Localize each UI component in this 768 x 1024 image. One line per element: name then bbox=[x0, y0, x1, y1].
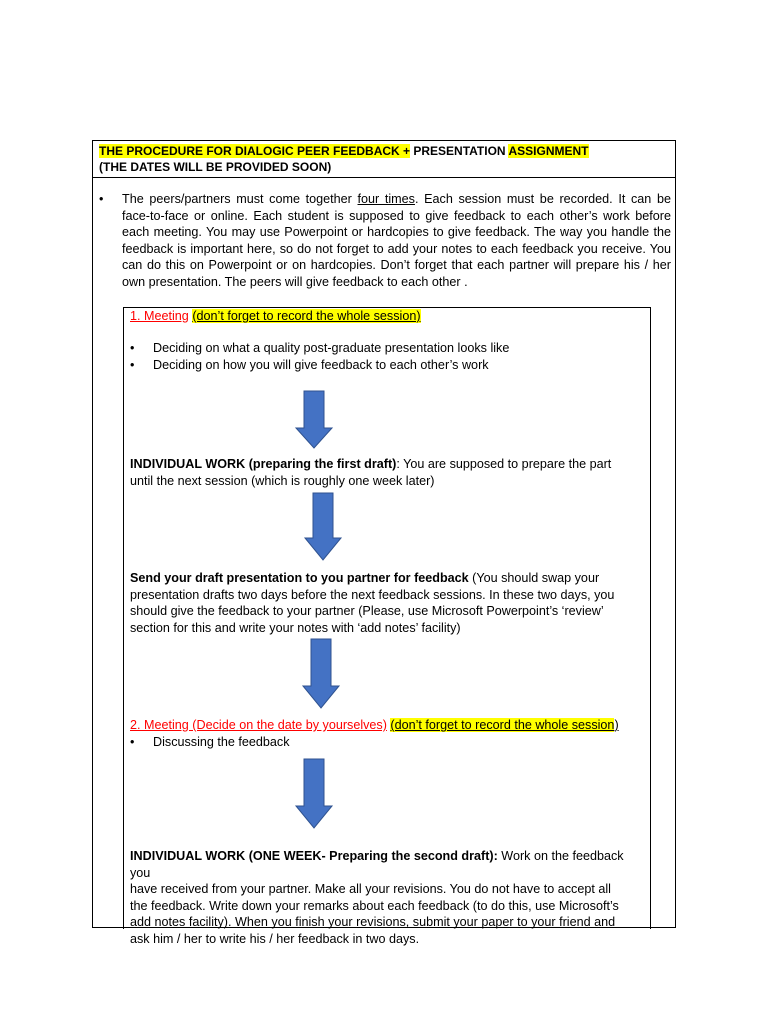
down-arrow-icon bbox=[294, 390, 334, 450]
dates-note: (THE DATES WILL BE PROVIDED SOON) bbox=[99, 160, 332, 174]
intro-paragraph: • The peers/partners must come together four times. Each session must be recorded. It can be face-to-face or online. Each student is supposed to give feedback to each other’s work before each meeting. You may use Powerpoint or hardcopies to give feedback. The way you handle the feedback is important here, so do not forget to add your notes to each feedback you receive. You can do this on Powerpoint or on hardcopies. Don’t forget that each partner will prepare his / her own presentation. The peers will give feedback to each other . bbox=[99, 192, 671, 289]
bullet: • bbox=[99, 192, 104, 206]
send-draft-step: Send your draft presentation to you partner for feedback (You should swap your presentation drafts two days before the next feedback sessions. In these two days, you should give the feedback to your partner (Please, use Microsoft Powerpoint’s ‘review’ section for this and write your notes with ‘add notes’ facility) bbox=[130, 571, 615, 635]
down-arrow-icon bbox=[301, 638, 341, 710]
meeting-1-title: 1. Meeting (don’t forget to record the whole session) bbox=[130, 309, 421, 323]
individual-work-1: INDIVIDUAL WORK (preparing the first draft): You are supposed to prepare the part until the next session (which is roughly one week later) bbox=[130, 457, 612, 488]
four-times-underlined: four times bbox=[357, 192, 415, 206]
list-item: • Deciding on how you will give feedback to each other’s work bbox=[130, 358, 489, 372]
list-item: • Discussing the feedback bbox=[130, 735, 290, 749]
procedure-table bbox=[92, 140, 676, 946]
down-arrow-icon bbox=[303, 492, 343, 562]
procedure-flow-box bbox=[123, 307, 651, 946]
page-title: THE PROCEDURE FOR DIALOGIC PEER FEEDBACK + PRESENTATION ASSIGNMENT bbox=[99, 144, 589, 158]
list-item: • Deciding on what a quality post-graduate presentation looks like bbox=[130, 341, 510, 355]
down-arrow-icon bbox=[294, 758, 334, 830]
meeting-2-title: 2. Meeting (Decide on the date by yourselves) (don’t forget to record the whole session) bbox=[130, 718, 619, 732]
table-header bbox=[93, 141, 675, 178]
individual-work-2: INDIVIDUAL WORK (ONE WEEK- Preparing the second draft): Work on the feedback you have received from your partner. Make all your revisions. You do not have to accept all the feedback. Write down your remarks about each feedback (to do this, use Microsoft’s add notes facility). When you finish your revisions, submit your paper to your friend and ask him / her to write his / her feedback in two days. bbox=[130, 849, 624, 946]
